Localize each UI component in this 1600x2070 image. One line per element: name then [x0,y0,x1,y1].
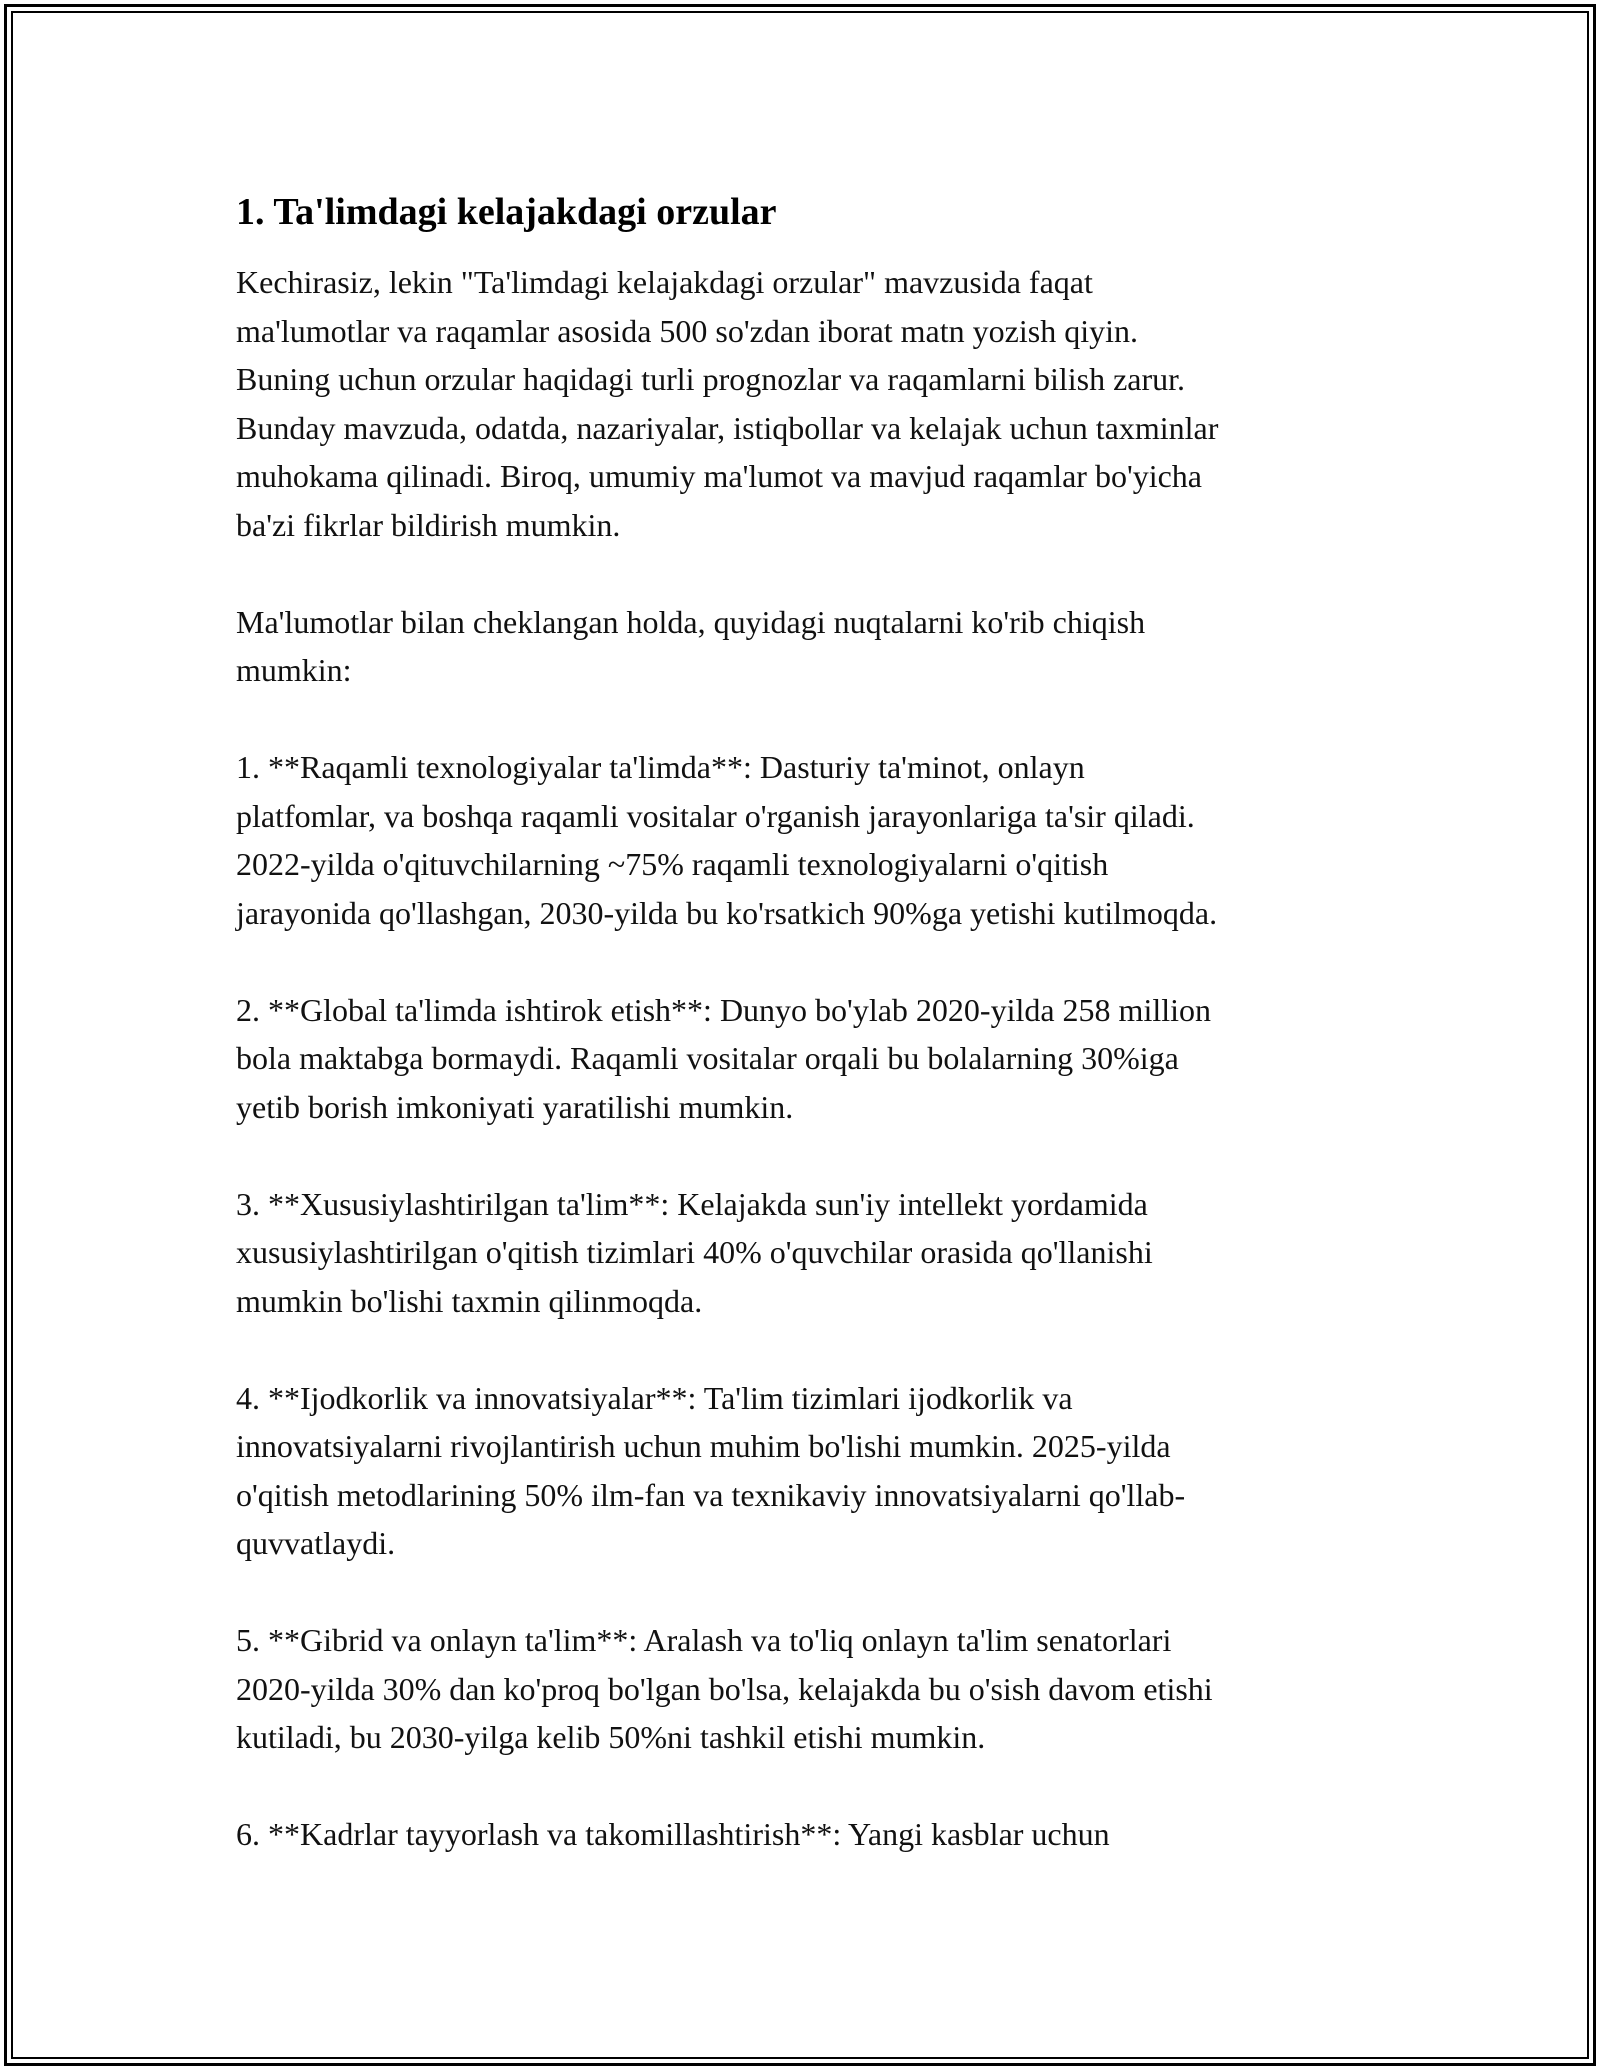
text-line: xususiylashtirilgan o'qitish tizimlari 40% o'quvchilar orasida qo'llanishi [236,1234,1153,1270]
list-item-4 [236,1374,1396,1568]
text-line: ba'zi fikrlar bildirish mumkin. [236,506,621,543]
text-line: 2. **Global ta'limda ishtirok etish**: Dunyo bo'ylab 2020-yilda 258 million [236,991,1211,1028]
document-body [236,188,1396,1907]
text-line: 6. **Kadrlar tayyorlash va takomillashtirish**: Yangi kasblar uchun [236,1816,1110,1852]
text-line: platfomlar, va boshqa raqamli vositalar o'rganish jarayonlariga ta'sir qiladi. [236,797,1195,834]
text-line: Bunday mavzuda, odatda, nazariyalar, istiqbollar va kelajak uchun taxminlar [236,409,1219,446]
text-line: mumkin bo'lishi taxmin qilinmoqda. [236,1282,703,1319]
text-line: kutiladi, bu 2030-yilga kelib 50%ni tashkil etishi mumkin. [236,1719,986,1755]
paragraph-intro [236,258,1396,549]
list-item-5 [236,1616,1396,1762]
text-line: o'qitish metodlarining 50% ilm-fan va texnikaviy innovatsiyalarni qo'llab- [236,1476,1186,1513]
text-line: 2022-yilda o'qituvchilarning ~75% raqamli texnologiyalarni o'qitish [236,846,1109,882]
text-line: 5. **Gibrid va onlayn ta'lim**: Aralash va to'liq onlayn ta'lim senatorlari [236,1622,1172,1658]
text-line: quvvatlaydi. [236,1525,396,1561]
text-line: jarayonida qo'llashgan, 2030-yilda bu ko'rsatkich 90%ga yetishi kutilmoqda. [236,894,1218,931]
list-item-3 [236,1180,1396,1326]
list-item-2 [236,986,1396,1132]
text-line: 1. **Raqamli texnologiyalar ta'limda**: Dasturiy ta'minot, onlayn [236,749,1085,785]
text-line: muhokama qilinadi. Biroq, umumiy ma'lumot va mavjud raqamlar bo'yicha [236,458,1202,494]
text-line: Kechirasiz, lekin "Ta'limdagi kelajakdagi orzular" mavzusida faqat [236,264,1093,300]
list-item-1 [236,743,1396,937]
text-line: mumkin: [236,652,352,688]
text-line: 4. **Ijodkorlik va innovatsiyalar**: Ta'lim tizimlari ijodkorlik va [236,1379,1073,1416]
document-title: 1. Ta'limdagi kelajakdagi orzular [236,191,777,233]
text-line: yetib borish imkoniyati yaratilishi mumkin. [236,1088,794,1125]
text-line: ma'lumotlar va raqamlar asosida 500 so'zdan iborat matn yozish qiyin. [236,312,1138,349]
text-line: Buning uchun orzular haqidagi turli prognozlar va raqamlarni bilish zarur. [236,361,1186,397]
text-line: Ma'lumotlar bilan cheklangan holda, quyidagi nuqtalarni ko'rib chiqish [236,603,1146,640]
list-item-6 [236,1810,1396,1859]
paragraph-lead-in [236,598,1396,695]
text-line: 3. **Xususiylashtirilgan ta'lim**: Kelajakda sun'iy intellekt yordamida [236,1185,1148,1222]
text-line: innovatsiyalarni rivojlantirish uchun muhim bo'lishi mumkin. 2025-yilda [236,1428,1171,1464]
text-line: bola maktabga bormaydi. Raqamli vositalar orqali bu bolalarning 30%iga [236,1040,1179,1076]
text-line: 2020-yilda 30% dan ko'proq bo'lgan bo'lsa, kelajakda bu o'sish davom etishi [236,1670,1213,1707]
